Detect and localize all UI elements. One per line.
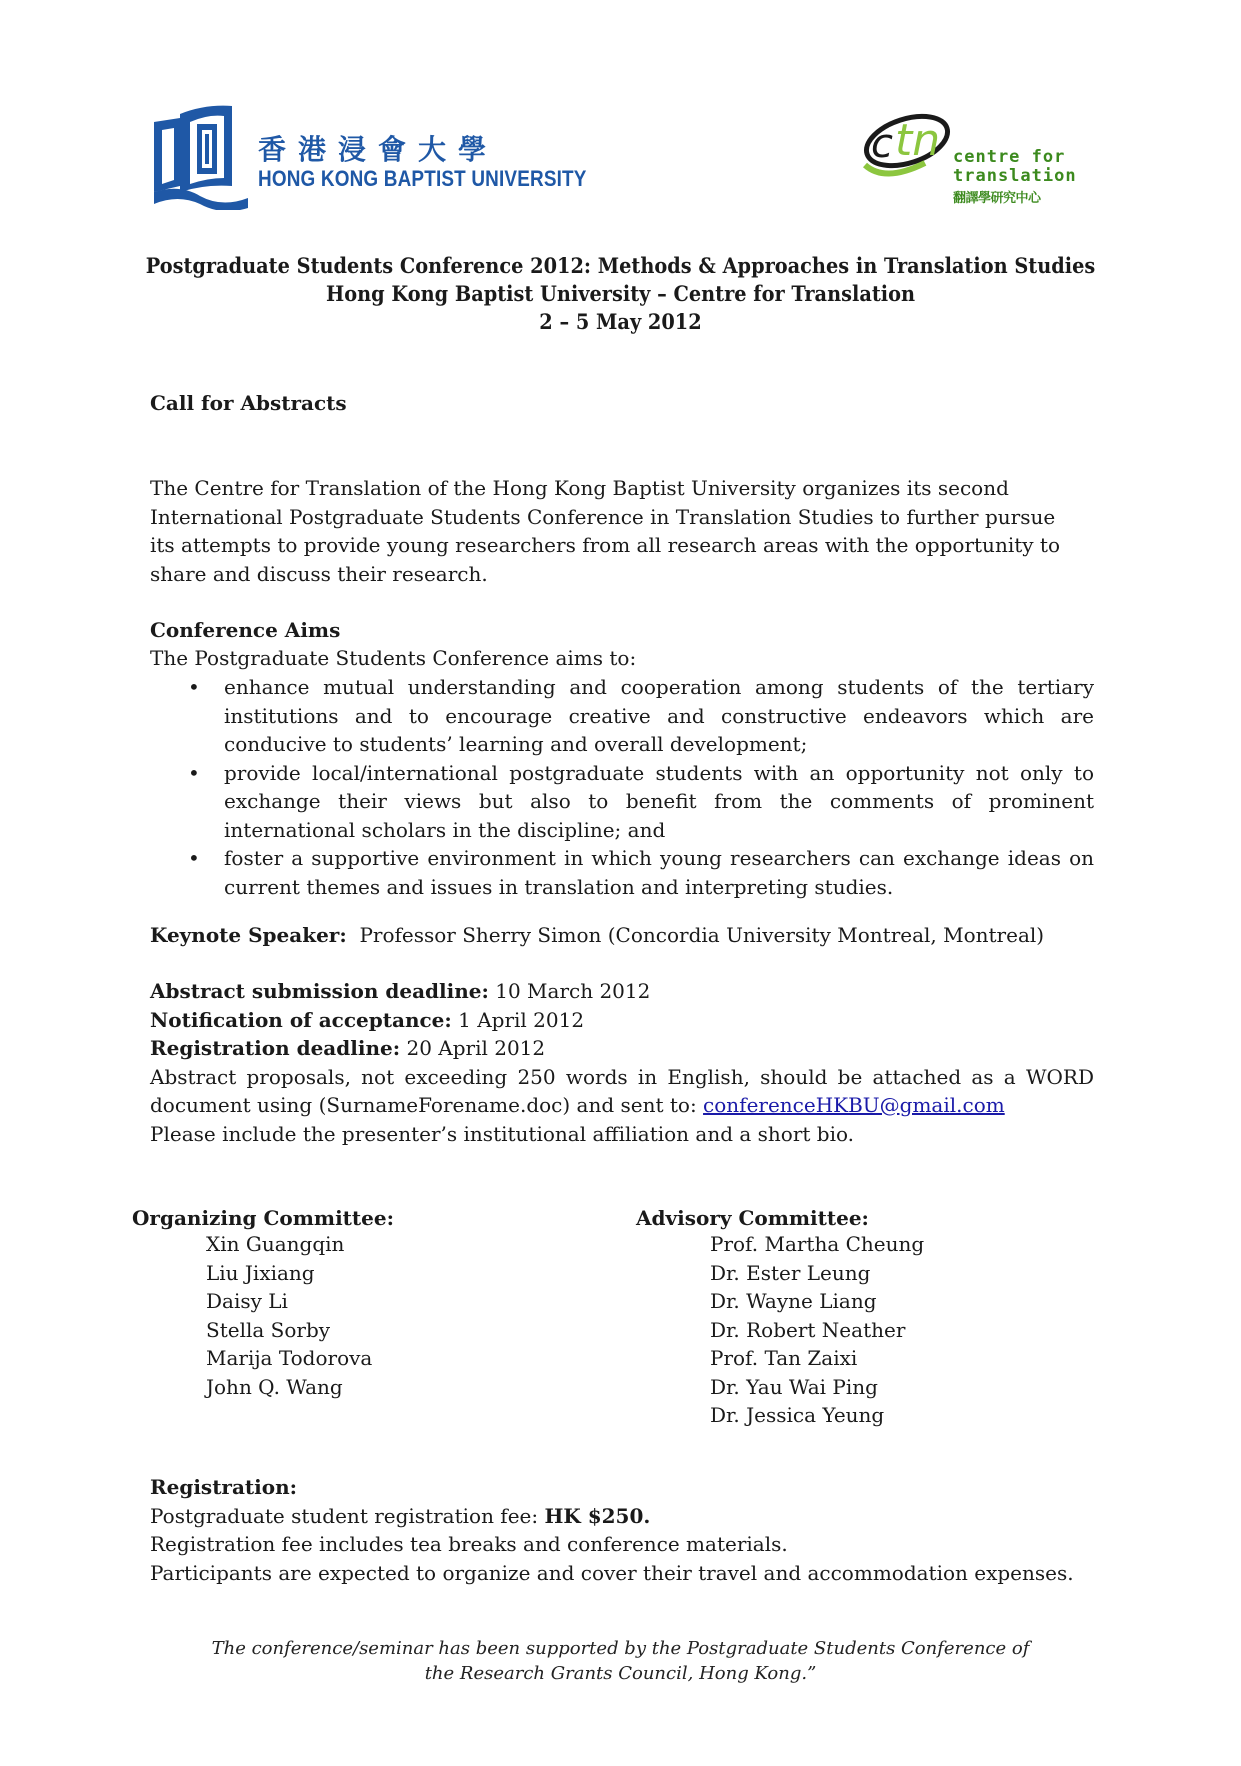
committee-member: John Q. Wang — [206, 1374, 343, 1399]
deadline-value: 10 March 2012 — [495, 979, 651, 1003]
conference-title: Postgraduate Students Conference 2012: Methods & Approaches in Translation Studies — [145, 253, 1096, 278]
committee-member: Daisy Li — [206, 1289, 288, 1313]
committee-member: Dr. Wayne Liang — [710, 1289, 877, 1313]
deadline-row — [150, 1034, 1094, 1063]
aim-item: • foster a supportive environment in which young researchers can exchange ideas on current themes and issues in translation and interpreting studies. — [150, 844, 1094, 901]
deadline-value: 1 April 2012 — [458, 1007, 585, 1032]
registration-fee-text: Postgraduate student registration fee: — [150, 1503, 545, 1528]
submission-text: Abstract proposals, not exceeding 250 words in English, should be attached as a WORD document using (SurnameForename.doc) and sent to: — [150, 1064, 1094, 1117]
submission-note: Please include the presenter’s institutional affiliation and a short bio. — [150, 1121, 855, 1146]
committee-member: Dr. Jessica Yeung — [710, 1403, 885, 1427]
deadline-value: 20 April 2012 — [406, 1036, 546, 1060]
deadline-row — [150, 977, 1094, 1006]
keynote-speaker — [150, 921, 1094, 950]
ctn-swoosh-emblem-icon — [855, 105, 955, 185]
registration-section — [150, 1473, 1094, 1587]
committee-member: Prof. Martha Cheung — [710, 1232, 925, 1256]
conference-aims-heading: Conference Aims — [150, 618, 341, 642]
conference-aims-lead: The Postgraduate Students Conference aims to: — [150, 646, 637, 670]
submission-email-link[interactable]: conferenceHKBU@gmail.com — [703, 1093, 1005, 1117]
hkbu-logo — [150, 100, 600, 212]
hkbu-name-english: HONG KONG BAPTIST UNIVERSITY — [258, 166, 587, 191]
footer-line-2: the Research Grants Council, Hong Kong.” — [424, 1663, 817, 1684]
advisory-committee-heading: Advisory Committee: — [636, 1206, 869, 1230]
intro-paragraph: The Centre for Translation of the Hong Kong Baptist University organizes its second International Postgraduate Students Conference in Translation Studies to further pursue its attempts to provide young researchers from all research areas with the opportunity to share and discuss their research. — [150, 476, 1060, 586]
deadline-row — [150, 1006, 1094, 1035]
conference-dates: 2 – 5 May 2012 — [539, 309, 702, 334]
committee-member: Dr. Ester Leung — [710, 1260, 871, 1285]
committee-member: Prof. Tan Zaixi — [710, 1346, 858, 1370]
registration-heading: Registration: — [150, 1475, 298, 1499]
deadline-label: Registration deadline: — [150, 1036, 401, 1060]
ctn-name-line1: centre for — [953, 147, 1066, 167]
registration-fee-value: HK $250. — [544, 1503, 651, 1528]
ctn-logo — [855, 105, 1075, 205]
advisory-committee — [636, 1206, 924, 1430]
organizing-committee-list — [206, 1230, 394, 1401]
svg-text:c: c — [871, 121, 893, 167]
ctn-name-line2: translation — [953, 166, 1077, 186]
committee-member: Marija Todorova — [206, 1346, 373, 1370]
deadlines — [150, 977, 1094, 1148]
ctn-name-chinese: 翻譯學研究中心 — [953, 191, 1041, 206]
call-for-abstracts-heading: Call for Abstracts — [150, 391, 347, 415]
footer-line-1: The conference/seminar has been supported by the Postgraduate Students Conference of — [211, 1638, 1030, 1659]
deadline-label: Abstract submission deadline: — [150, 979, 489, 1003]
conference-aims-list — [150, 673, 1094, 901]
keynote-label: Keynote Speaker: — [150, 923, 347, 947]
deadline-label: Notification of acceptance: — [150, 1007, 452, 1032]
registration-includes: Registration fee includes tea breaks and conference materials. — [150, 1532, 788, 1556]
hkbu-name-chinese: 香港浸會大學 — [258, 133, 499, 166]
organizing-committee — [132, 1206, 394, 1401]
committee-member: Stella Sorby — [206, 1317, 331, 1342]
conference-organizer: Hong Kong Baptist University – Centre for Translation — [325, 281, 916, 306]
aim-item: • provide local/international postgraduate students with an opportunity not only to exchange their views but also to benefit from the comments of prominent international scholars in the discipline; and — [150, 759, 1094, 845]
hkbu-book-emblem-icon — [150, 100, 250, 210]
svg-text:tn: tn — [895, 115, 941, 166]
committee-member: Xin Guangqin — [206, 1232, 345, 1256]
committee-member: Dr. Robert Neather — [710, 1317, 906, 1342]
aim-item: • enhance mutual understanding and cooperation among students of the tertiary institutions and to encourage creative and constructive endeavors which are conducive to students’ learning and overall development; — [150, 673, 1094, 759]
committee-member: Liu Jixiang — [206, 1260, 315, 1285]
submission-instructions — [150, 1063, 1094, 1120]
registration-fee — [150, 1502, 1094, 1531]
registration-expenses: Participants are expected to organize and cover their travel and accommodation expenses. — [150, 1560, 1074, 1585]
committee-member: Dr. Yau Wai Ping — [710, 1374, 878, 1399]
organizing-committee-heading: Organizing Committee: — [132, 1206, 394, 1230]
keynote-value: Professor Sherry Simon (Concordia University Montreal, Montreal) — [359, 923, 1045, 947]
advisory-committee-list — [710, 1230, 924, 1430]
